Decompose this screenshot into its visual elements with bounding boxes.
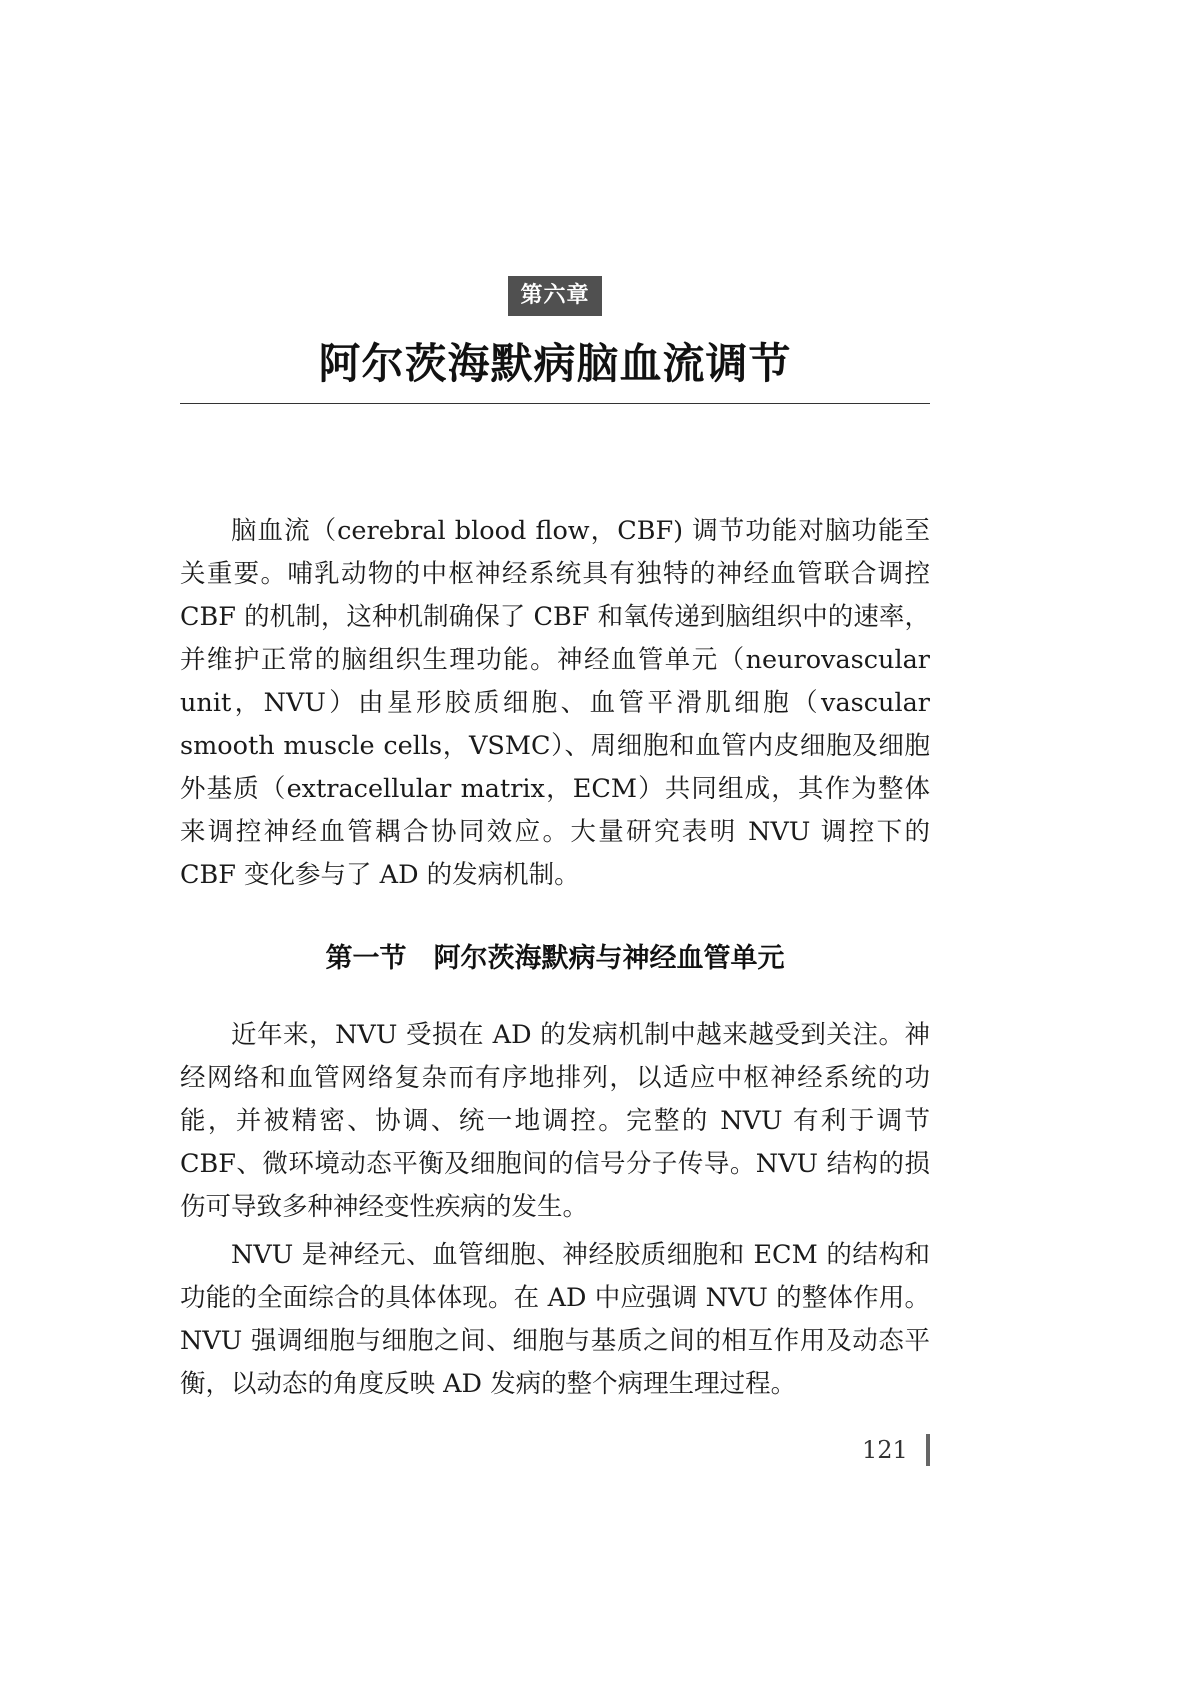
section-paragraph-1: 近年来，NVU 受损在 AD 的发病机制中越来越受到关注。神经网络和血管网络复杂而有序地排列，以适应中枢神经系统的功能，并被精密、协调、统一地调控。完整的 NVU 有利于调节 CBF、微环境动态平衡及细胞间的信号分子传导。NVU 结构的损伤可导致多种神经变性疾病的发生。 xyxy=(180,1020,930,1222)
intro-paragraph: 脑血流（cerebral blood flow，CBF) 调节功能对脑功能至关重要。哺乳动物的中枢神经系统具有独特的神经血管联合调控 CBF 的机制，这种机制确保了 CBF 和氧传递到脑组织中的速率，并维护正常的脑组织生理功能。神经血管单元（neurovascular unit，NVU）由星形胶质细胞、血管平滑肌细胞（vascular smooth muscle cells，VSMC）、周细胞和血管内皮细胞及细胞外基质（extracellular matrix，ECM）共同组成，其作为整体来调控神经血管耦合协同效应。大量研究表明 NVU 调控下的 CBF 变化参与了 AD 的发病机制。 xyxy=(180,516,930,890)
section-paragraph-2: NVU 是神经元、血管细胞、神经胶质细胞和 ECM 的结构和功能的全面综合的具体体现。在 AD 中应强调 NVU 的整体作用。NVU 强调细胞与细胞之间、细胞与基质之间的相互作用及动态平衡，以动态的角度反映 AD 发病的整个病理生理过程。 xyxy=(180,1240,930,1399)
chapter-label-badge: 第六章 xyxy=(508,276,602,316)
chapter-title: 阿尔茨海默病脑血流调节 xyxy=(318,339,792,388)
title-divider xyxy=(180,403,930,404)
page-number-bar xyxy=(926,1434,930,1466)
page-number: 121 xyxy=(862,1436,908,1464)
section-heading: 第一节 阿尔茨海默病与神经血管单元 xyxy=(325,943,785,974)
